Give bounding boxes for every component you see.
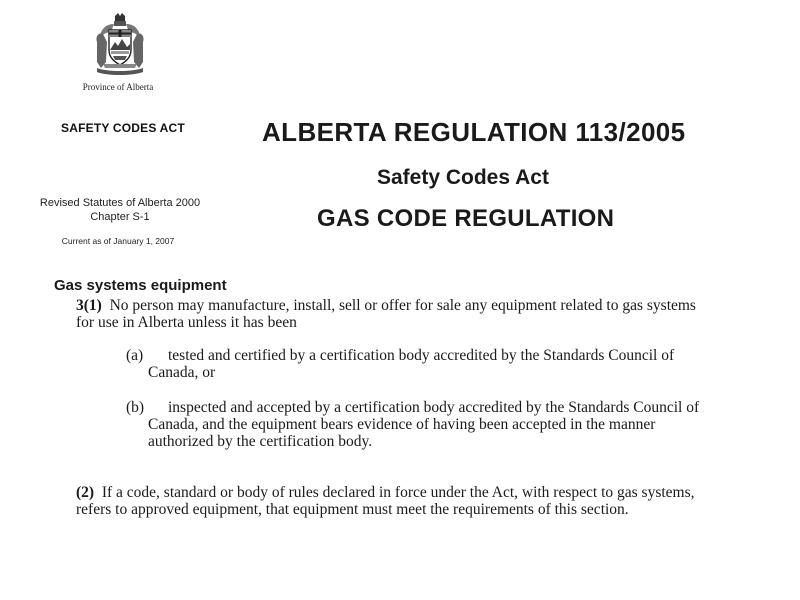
subsection-text: No person may manufacture, install, sell or offer for sale any equipment related to gas systems for use in Alberta unless it has been bbox=[76, 297, 696, 331]
province-caption: Province of Alberta bbox=[82, 82, 154, 92]
clause-b bbox=[126, 399, 710, 450]
subsection-number: 3(1) bbox=[76, 297, 102, 314]
subsection-number: (2) bbox=[76, 484, 95, 501]
section-heading: Gas systems equipment bbox=[54, 277, 227, 294]
act-title: SAFETY CODES ACT bbox=[61, 121, 185, 135]
clause-a bbox=[126, 347, 688, 381]
regulation-title: ALBERTA REGULATION 113/2005 bbox=[262, 117, 686, 147]
statute-chapter: Chapter S-1 bbox=[90, 211, 150, 223]
act-subtitle: Safety Codes Act bbox=[377, 166, 549, 189]
clause-text: tested and certified by a certification body accredited by the Standards Council of Canada, or bbox=[148, 347, 675, 381]
statute-citation: Revised Statutes of Alberta 2000 bbox=[39, 197, 201, 209]
subsection-3-1 bbox=[76, 297, 696, 331]
current-as-of-date: Current as of January 1, 2007 bbox=[61, 236, 175, 246]
clause-marker: (b) bbox=[126, 399, 145, 416]
regulation-name: GAS CODE REGULATION bbox=[317, 205, 615, 232]
alberta-coat-of-arms-icon bbox=[89, 12, 151, 78]
clause-marker: (a) bbox=[126, 347, 144, 364]
subsection-text: If a code, standard or body of rules declared in force under the Act, with respect to gas systems, refers to approved equipment, that equipment must meet the requirements of this section. bbox=[76, 484, 695, 518]
subsection-3-2 bbox=[76, 484, 716, 518]
clause-text: inspected and accepted by a certification body accredited by the Standards Council of Canada, and the equipment bears evidence of having been accepted in the manner authorized by the certification body. bbox=[148, 399, 700, 450]
